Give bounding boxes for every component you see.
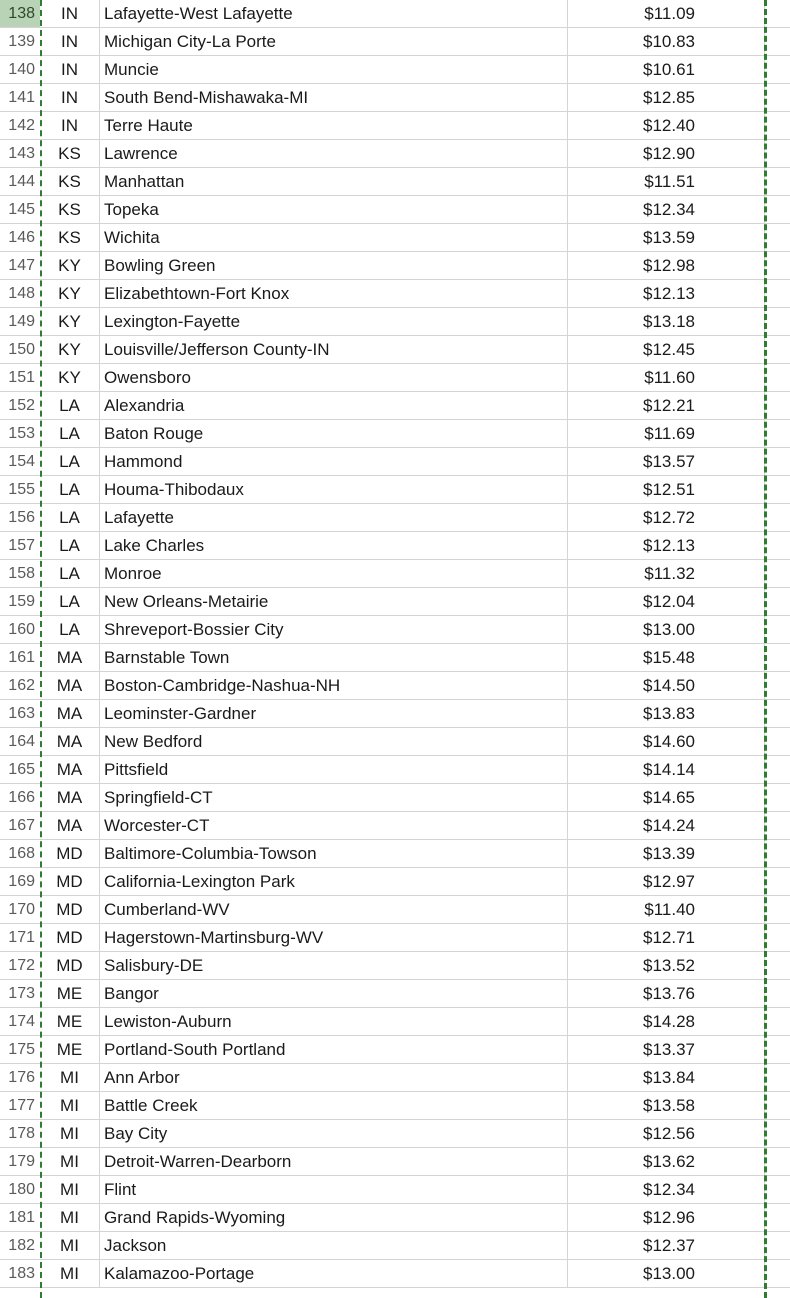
empty-cell[interactable] <box>765 1260 790 1288</box>
area-name-cell[interactable]: Shreveport-Bossier City <box>100 616 568 644</box>
row-number-header[interactable]: 156 <box>0 504 40 532</box>
row-number-header[interactable]: 165 <box>0 756 40 784</box>
wage-cell[interactable]: $11.40 <box>568 896 765 924</box>
empty-cell[interactable] <box>765 980 790 1008</box>
table-row[interactable] <box>0 28 790 56</box>
state-cell[interactable]: KY <box>40 252 100 280</box>
wage-cell[interactable]: $14.14 <box>568 756 765 784</box>
state-cell[interactable]: MI <box>40 1064 100 1092</box>
state-cell[interactable]: MD <box>40 868 100 896</box>
empty-cell[interactable] <box>765 112 790 140</box>
table-row[interactable] <box>0 728 790 756</box>
row-number-header[interactable]: 177 <box>0 1092 40 1120</box>
state-cell[interactable]: KS <box>40 140 100 168</box>
area-name-cell[interactable]: Owensboro <box>100 364 568 392</box>
empty-cell[interactable] <box>765 616 790 644</box>
empty-cell[interactable] <box>765 812 790 840</box>
area-name-cell[interactable]: Hagerstown-Martinsburg-WV <box>100 924 568 952</box>
state-cell[interactable]: MI <box>40 1120 100 1148</box>
state-cell[interactable]: LA <box>40 532 100 560</box>
table-row[interactable] <box>0 364 790 392</box>
row-number-header[interactable]: 168 <box>0 840 40 868</box>
table-row[interactable] <box>0 448 790 476</box>
wage-cell[interactable]: $12.40 <box>568 112 765 140</box>
empty-cell[interactable] <box>765 84 790 112</box>
table-row[interactable] <box>0 252 790 280</box>
area-name-cell[interactable]: Battle Creek <box>100 1092 568 1120</box>
row-number-header[interactable]: 178 <box>0 1120 40 1148</box>
empty-cell[interactable] <box>765 728 790 756</box>
wage-cell[interactable]: $14.65 <box>568 784 765 812</box>
area-name-cell[interactable]: Barnstable Town <box>100 644 568 672</box>
row-number-header[interactable]: 143 <box>0 140 40 168</box>
row-number-header[interactable]: 147 <box>0 252 40 280</box>
area-name-cell[interactable]: Lexington-Fayette <box>100 308 568 336</box>
state-cell[interactable]: MA <box>40 644 100 672</box>
area-name-cell[interactable]: Louisville/Jefferson County-IN <box>100 336 568 364</box>
empty-cell[interactable] <box>765 700 790 728</box>
row-number-header[interactable]: 173 <box>0 980 40 1008</box>
area-name-cell[interactable]: Monroe <box>100 560 568 588</box>
state-cell[interactable]: IN <box>40 56 100 84</box>
row-number-header[interactable]: 138 <box>0 0 40 28</box>
area-name-cell[interactable]: Boston-Cambridge-Nashua-NH <box>100 672 568 700</box>
table-row[interactable] <box>0 504 790 532</box>
wage-cell[interactable]: $12.71 <box>568 924 765 952</box>
empty-cell[interactable] <box>765 476 790 504</box>
empty-cell[interactable] <box>765 448 790 476</box>
wage-cell[interactable]: $13.57 <box>568 448 765 476</box>
row-number-header[interactable]: 140 <box>0 56 40 84</box>
area-name-cell[interactable]: Terre Haute <box>100 112 568 140</box>
table-row[interactable] <box>0 1148 790 1176</box>
state-cell[interactable]: LA <box>40 392 100 420</box>
table-row[interactable] <box>0 0 790 28</box>
state-cell[interactable]: MI <box>40 1260 100 1288</box>
empty-cell[interactable] <box>765 952 790 980</box>
wage-cell[interactable]: $14.60 <box>568 728 765 756</box>
row-number-header[interactable]: 145 <box>0 196 40 224</box>
empty-cell[interactable] <box>765 392 790 420</box>
table-row[interactable] <box>0 336 790 364</box>
table-row[interactable] <box>0 140 790 168</box>
wage-cell[interactable]: $13.76 <box>568 980 765 1008</box>
empty-cell[interactable] <box>765 28 790 56</box>
area-name-cell[interactable]: Hammond <box>100 448 568 476</box>
table-row[interactable] <box>0 1260 790 1288</box>
table-row[interactable] <box>0 868 790 896</box>
row-number-header[interactable]: 170 <box>0 896 40 924</box>
table-row[interactable] <box>0 644 790 672</box>
empty-cell[interactable] <box>765 0 790 28</box>
empty-cell[interactable] <box>765 560 790 588</box>
wage-cell[interactable]: $13.58 <box>568 1092 765 1120</box>
area-name-cell[interactable]: South Bend-Mishawaka-MI <box>100 84 568 112</box>
wage-cell[interactable]: $12.96 <box>568 1204 765 1232</box>
empty-cell[interactable] <box>765 140 790 168</box>
table-row[interactable] <box>0 1092 790 1120</box>
area-name-cell[interactable]: Worcester-CT <box>100 812 568 840</box>
area-name-cell[interactable]: Pittsfield <box>100 756 568 784</box>
wage-cell[interactable]: $13.00 <box>568 1260 765 1288</box>
state-cell[interactable]: MA <box>40 784 100 812</box>
table-row[interactable] <box>0 476 790 504</box>
row-number-header[interactable]: 161 <box>0 644 40 672</box>
empty-cell[interactable] <box>765 420 790 448</box>
wage-cell[interactable]: $13.18 <box>568 308 765 336</box>
wage-cell[interactable]: $14.28 <box>568 1008 765 1036</box>
empty-cell[interactable] <box>765 252 790 280</box>
empty-cell[interactable] <box>765 588 790 616</box>
state-cell[interactable]: KY <box>40 280 100 308</box>
state-cell[interactable]: MI <box>40 1092 100 1120</box>
row-number-header[interactable]: 150 <box>0 336 40 364</box>
row-number-header[interactable]: 169 <box>0 868 40 896</box>
area-name-cell[interactable]: Elizabethtown-Fort Knox <box>100 280 568 308</box>
row-number-header[interactable]: 181 <box>0 1204 40 1232</box>
area-name-cell[interactable]: Alexandria <box>100 392 568 420</box>
row-number-header[interactable]: 179 <box>0 1148 40 1176</box>
empty-cell[interactable] <box>765 644 790 672</box>
row-number-header[interactable]: 144 <box>0 168 40 196</box>
wage-cell[interactable]: $13.84 <box>568 1064 765 1092</box>
area-name-cell[interactable]: Manhattan <box>100 168 568 196</box>
state-cell[interactable]: ME <box>40 1036 100 1064</box>
state-cell[interactable]: MI <box>40 1148 100 1176</box>
row-number-header[interactable]: 182 <box>0 1232 40 1260</box>
empty-cell[interactable] <box>765 1008 790 1036</box>
area-name-cell[interactable]: Muncie <box>100 56 568 84</box>
table-row[interactable] <box>0 756 790 784</box>
area-name-cell[interactable]: Bowling Green <box>100 252 568 280</box>
row-number-header[interactable]: 183 <box>0 1260 40 1288</box>
area-name-cell[interactable]: Detroit-Warren-Dearborn <box>100 1148 568 1176</box>
empty-cell[interactable] <box>765 336 790 364</box>
table-row[interactable] <box>0 672 790 700</box>
area-name-cell[interactable]: New Orleans-Metairie <box>100 588 568 616</box>
area-name-cell[interactable]: Ann Arbor <box>100 1064 568 1092</box>
table-row[interactable] <box>0 784 790 812</box>
table-row[interactable] <box>0 1232 790 1260</box>
wage-cell[interactable]: $12.90 <box>568 140 765 168</box>
state-cell[interactable]: KY <box>40 364 100 392</box>
wage-cell[interactable]: $10.61 <box>568 56 765 84</box>
wage-cell[interactable]: $11.51 <box>568 168 765 196</box>
state-cell[interactable]: MD <box>40 924 100 952</box>
empty-cell[interactable] <box>765 308 790 336</box>
area-name-cell[interactable]: Lewiston-Auburn <box>100 1008 568 1036</box>
empty-cell[interactable] <box>765 840 790 868</box>
area-name-cell[interactable]: Topeka <box>100 196 568 224</box>
wage-cell[interactable]: $13.62 <box>568 1148 765 1176</box>
table-row[interactable] <box>0 812 790 840</box>
table-row[interactable] <box>0 1204 790 1232</box>
empty-cell[interactable] <box>765 168 790 196</box>
row-number-header[interactable]: 164 <box>0 728 40 756</box>
empty-cell[interactable] <box>765 1064 790 1092</box>
state-cell[interactable]: MI <box>40 1204 100 1232</box>
state-cell[interactable]: ME <box>40 980 100 1008</box>
table-row[interactable] <box>0 924 790 952</box>
state-cell[interactable]: LA <box>40 504 100 532</box>
table-row[interactable] <box>0 280 790 308</box>
state-cell[interactable]: MA <box>40 672 100 700</box>
table-row[interactable] <box>0 896 790 924</box>
area-name-cell[interactable]: Wichita <box>100 224 568 252</box>
empty-cell[interactable] <box>765 196 790 224</box>
state-cell[interactable]: IN <box>40 0 100 28</box>
area-name-cell[interactable]: Bay City <box>100 1120 568 1148</box>
wage-cell[interactable]: $12.34 <box>568 196 765 224</box>
wage-cell[interactable]: $12.98 <box>568 252 765 280</box>
area-name-cell[interactable]: Jackson <box>100 1232 568 1260</box>
row-number-header[interactable]: 153 <box>0 420 40 448</box>
table-row[interactable] <box>0 196 790 224</box>
wage-cell[interactable]: $11.32 <box>568 560 765 588</box>
wage-cell[interactable]: $12.72 <box>568 504 765 532</box>
state-cell[interactable]: MA <box>40 812 100 840</box>
state-cell[interactable]: ME <box>40 1008 100 1036</box>
table-row[interactable] <box>0 112 790 140</box>
empty-cell[interactable] <box>765 868 790 896</box>
area-name-cell[interactable]: Flint <box>100 1176 568 1204</box>
row-number-header[interactable]: 174 <box>0 1008 40 1036</box>
empty-cell[interactable] <box>765 1120 790 1148</box>
state-cell[interactable]: MD <box>40 952 100 980</box>
row-number-header[interactable]: 163 <box>0 700 40 728</box>
wage-cell[interactable]: $14.24 <box>568 812 765 840</box>
empty-cell[interactable] <box>765 924 790 952</box>
state-cell[interactable]: MA <box>40 756 100 784</box>
state-cell[interactable]: MD <box>40 840 100 868</box>
state-cell[interactable]: LA <box>40 616 100 644</box>
table-row[interactable] <box>0 1120 790 1148</box>
wage-cell[interactable]: $12.13 <box>568 280 765 308</box>
table-row[interactable] <box>0 560 790 588</box>
wage-cell[interactable]: $12.45 <box>568 336 765 364</box>
wage-cell[interactable]: $12.04 <box>568 588 765 616</box>
table-row[interactable] <box>0 420 790 448</box>
state-cell[interactable]: MA <box>40 700 100 728</box>
row-number-header[interactable]: 175 <box>0 1036 40 1064</box>
area-name-cell[interactable]: Leominster-Gardner <box>100 700 568 728</box>
empty-cell[interactable] <box>765 1036 790 1064</box>
state-cell[interactable]: IN <box>40 28 100 56</box>
selection-border-right <box>764 0 767 1298</box>
area-name-cell[interactable]: Lake Charles <box>100 532 568 560</box>
state-cell[interactable]: LA <box>40 448 100 476</box>
wage-cell[interactable]: $11.60 <box>568 364 765 392</box>
empty-cell[interactable] <box>765 1176 790 1204</box>
row-number-header[interactable]: 157 <box>0 532 40 560</box>
row-number-header[interactable]: 152 <box>0 392 40 420</box>
wage-cell[interactable]: $12.21 <box>568 392 765 420</box>
area-name-cell[interactable]: California-Lexington Park <box>100 868 568 896</box>
state-cell[interactable]: MI <box>40 1176 100 1204</box>
empty-cell[interactable] <box>765 224 790 252</box>
row-number-header[interactable]: 180 <box>0 1176 40 1204</box>
area-name-cell[interactable]: New Bedford <box>100 728 568 756</box>
table-row[interactable] <box>0 224 790 252</box>
table-row-partial[interactable] <box>0 1288 790 1298</box>
row-number-header[interactable]: 148 <box>0 280 40 308</box>
table-row[interactable] <box>0 1064 790 1092</box>
state-cell[interactable]: KY <box>40 336 100 364</box>
selection-border-left <box>40 0 42 1298</box>
state-cell[interactable]: LA <box>40 560 100 588</box>
state-cell[interactable]: KS <box>40 224 100 252</box>
state-cell[interactable]: IN <box>40 84 100 112</box>
row-number-header[interactable]: 154 <box>0 448 40 476</box>
wage-cell[interactable]: $13.59 <box>568 224 765 252</box>
row-number-header[interactable]: 158 <box>0 560 40 588</box>
empty-cell[interactable] <box>765 1148 790 1176</box>
state-cell[interactable]: MD <box>40 896 100 924</box>
wage-cell[interactable]: $13.00 <box>568 616 765 644</box>
area-name-cell[interactable]: Grand Rapids-Wyoming <box>100 1204 568 1232</box>
row-number-header[interactable]: 151 <box>0 364 40 392</box>
empty-cell[interactable] <box>765 56 790 84</box>
area-name-cell[interactable]: Springfield-CT <box>100 784 568 812</box>
state-cell[interactable]: MI <box>40 1232 100 1260</box>
empty-cell[interactable] <box>765 504 790 532</box>
area-name-cell[interactable]: Kalamazoo-Portage <box>100 1260 568 1288</box>
area-name-cell[interactable]: Salisbury-DE <box>100 952 568 980</box>
wage-cell[interactable]: $12.97 <box>568 868 765 896</box>
area-name-cell[interactable]: Houma-Thibodaux <box>100 476 568 504</box>
empty-cell[interactable] <box>765 896 790 924</box>
row-number-header[interactable]: 167 <box>0 812 40 840</box>
row-number-header[interactable]: 139 <box>0 28 40 56</box>
table-row[interactable] <box>0 588 790 616</box>
wage-cell[interactable]: $10.83 <box>568 28 765 56</box>
row-number-header[interactable]: 149 <box>0 308 40 336</box>
empty-cell[interactable] <box>765 1204 790 1232</box>
wage-cell[interactable]: $15.48 <box>568 644 765 672</box>
row-number-header[interactable]: 166 <box>0 784 40 812</box>
table-row[interactable] <box>0 980 790 1008</box>
table-row[interactable] <box>0 1008 790 1036</box>
table-row[interactable] <box>0 616 790 644</box>
wage-cell[interactable]: $12.34 <box>568 1176 765 1204</box>
state-cell[interactable]: KS <box>40 196 100 224</box>
area-name-cell[interactable]: Bangor <box>100 980 568 1008</box>
area-name-cell[interactable]: Lawrence <box>100 140 568 168</box>
row-number-header[interactable]: 176 <box>0 1064 40 1092</box>
area-name-cell[interactable]: Portland-South Portland <box>100 1036 568 1064</box>
wage-cell[interactable]: $12.37 <box>568 1232 765 1260</box>
wage-cell[interactable]: $13.52 <box>568 952 765 980</box>
row-number-header[interactable]: 146 <box>0 224 40 252</box>
empty-cell[interactable] <box>765 1092 790 1120</box>
state-cell[interactable]: KY <box>40 308 100 336</box>
row-number-header[interactable]: 159 <box>0 588 40 616</box>
table-row[interactable] <box>0 1036 790 1064</box>
empty-cell[interactable] <box>765 532 790 560</box>
wage-cell[interactable]: $13.83 <box>568 700 765 728</box>
row-number-header[interactable]: 142 <box>0 112 40 140</box>
state-cell[interactable]: KS <box>40 168 100 196</box>
area-name-cell[interactable]: Michigan City-La Porte <box>100 28 568 56</box>
wage-cell[interactable]: $14.50 <box>568 672 765 700</box>
wage-cell[interactable]: $11.69 <box>568 420 765 448</box>
area-name-cell[interactable]: Lafayette-West Lafayette <box>100 0 568 28</box>
wage-cell[interactable]: $13.39 <box>568 840 765 868</box>
row-number-header[interactable]: 155 <box>0 476 40 504</box>
table-row[interactable] <box>0 532 790 560</box>
table-row[interactable] <box>0 952 790 980</box>
table-row[interactable] <box>0 700 790 728</box>
state-cell[interactable]: LA <box>40 420 100 448</box>
table-row[interactable] <box>0 56 790 84</box>
row-number-header[interactable]: 172 <box>0 952 40 980</box>
wage-cell[interactable]: $11.09 <box>568 0 765 28</box>
empty-cell[interactable] <box>765 1232 790 1260</box>
state-cell[interactable]: LA <box>40 476 100 504</box>
wage-cell[interactable]: $13.37 <box>568 1036 765 1064</box>
area-name-cell[interactable]: Baton Rouge <box>100 420 568 448</box>
state-cell[interactable]: LA <box>40 588 100 616</box>
row-number-header[interactable]: 171 <box>0 924 40 952</box>
wage-cell[interactable]: $12.85 <box>568 84 765 112</box>
empty-cell[interactable] <box>765 364 790 392</box>
table-row[interactable] <box>0 308 790 336</box>
row-number-header[interactable]: 160 <box>0 616 40 644</box>
table-row[interactable] <box>0 1176 790 1204</box>
area-name-cell[interactable]: Cumberland-WV <box>100 896 568 924</box>
wage-cell[interactable]: $12.51 <box>568 476 765 504</box>
empty-cell[interactable] <box>765 784 790 812</box>
state-cell[interactable]: MA <box>40 728 100 756</box>
row-number-header[interactable]: 141 <box>0 84 40 112</box>
empty-cell[interactable] <box>765 672 790 700</box>
area-name-cell[interactable]: Baltimore-Columbia-Towson <box>100 840 568 868</box>
wage-cell[interactable]: $12.13 <box>568 532 765 560</box>
table-row[interactable] <box>0 84 790 112</box>
empty-cell[interactable] <box>765 280 790 308</box>
empty-cell[interactable] <box>765 756 790 784</box>
table-row[interactable] <box>0 168 790 196</box>
state-cell[interactable]: IN <box>40 112 100 140</box>
wage-cell[interactable]: $12.56 <box>568 1120 765 1148</box>
table-row[interactable] <box>0 392 790 420</box>
row-number-header[interactable]: 162 <box>0 672 40 700</box>
area-name-cell[interactable]: Lafayette <box>100 504 568 532</box>
table-row[interactable] <box>0 840 790 868</box>
